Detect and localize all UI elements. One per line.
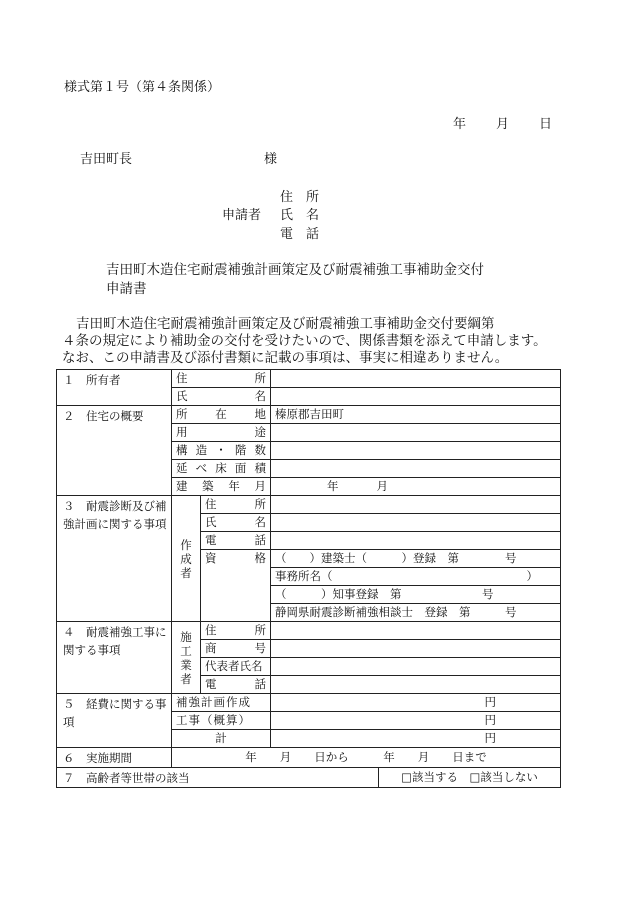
s5-total-amount[interactable]: 円	[271, 730, 561, 748]
section-1-title: １ 所有者	[57, 370, 172, 406]
s2-location-field[interactable]: 榛原郡吉田町	[271, 406, 561, 424]
s3-address-label: 住 所	[201, 496, 271, 514]
intro-line1: 吉田町木造住宅耐震補強計画策定及び耐震補強工事補助金交付要綱第	[76, 316, 495, 332]
date-month-label: 月	[496, 117, 510, 132]
document-title-line2: 申請書	[106, 281, 147, 297]
date-day-label: 日	[539, 117, 553, 132]
s3-qual-office[interactable]: 事務所名（ ）	[271, 568, 561, 586]
s2-structure-field[interactable]	[271, 442, 561, 460]
s4-phone-field[interactable]	[271, 676, 561, 694]
s3-name-label: 氏 名	[201, 514, 271, 532]
form-number: 様式第１号（第４条関係）	[64, 80, 221, 95]
s3-phone-label: 電 話	[201, 532, 271, 550]
s3-qualification-label: 資 格	[201, 550, 271, 622]
table-row	[57, 370, 561, 388]
s2-built-field[interactable]: 年 月	[271, 478, 561, 496]
s4-phone-label: 電 話	[201, 676, 271, 694]
section-6-title: ６ 実施期間	[57, 748, 172, 768]
s3-qual-architect[interactable]: （ ）建築士（ ）登録 第 号	[271, 550, 561, 568]
applicant-phone-label: 電 話	[280, 227, 320, 242]
applicant-name-label: 氏 名	[280, 208, 320, 223]
s5-plan-label: 補強計画作成	[172, 694, 271, 712]
s5-work-amount[interactable]: 円	[271, 712, 561, 730]
applicant-address-label: 住 所	[280, 190, 320, 205]
section-4-title: ４ 耐震補強工事に関する事項	[57, 622, 172, 694]
s4-representative-label: 代表者氏名	[201, 658, 271, 676]
s2-structure-label: 構 造 ・ 階 数	[172, 442, 271, 460]
s4-representative-field[interactable]	[271, 658, 561, 676]
s1-address-label: 住 所	[172, 370, 271, 388]
table-row	[57, 768, 561, 788]
s3-qual-consultant[interactable]: 静岡県耐震診断補強相談士 登録 第 号	[271, 604, 561, 622]
s1-address-field[interactable]	[271, 370, 561, 388]
s3-address-field[interactable]	[271, 496, 561, 514]
s3-vertical-label: 作成者	[172, 496, 201, 622]
s7-checkboxes[interactable]: □該当する □該当しない	[379, 768, 561, 788]
section-2-title: ２ 住宅の概要	[57, 406, 172, 496]
s4-address-field[interactable]	[271, 622, 561, 640]
s4-vertical-label: 施工業者	[172, 622, 201, 694]
honorific: 様	[264, 152, 278, 167]
document-title-line1: 吉田町木造住宅耐震補強計画策定及び耐震補強工事補助金交付	[106, 262, 484, 278]
s2-floor-area-field[interactable]	[271, 460, 561, 478]
s2-floor-area-label: 延 べ 床 面 積	[172, 460, 271, 478]
table-row	[57, 694, 561, 712]
s3-phone-field[interactable]	[271, 532, 561, 550]
section-3-title: ３ 耐震診断及び補強計画に関する事項	[57, 496, 172, 622]
intro-line2: ４条の規定により補助金の交付を受けたいので、関係書類を添えて申請します。	[62, 333, 547, 349]
intro-line3: なお、この申請書及び添付書類に記載の事項は、事実に相違ありません。	[62, 350, 509, 366]
table-row	[57, 748, 561, 768]
s3-qual-governor[interactable]: （ ）知事登録 第 号	[271, 586, 561, 604]
s5-plan-amount[interactable]: 円	[271, 694, 561, 712]
application-form-table	[56, 369, 561, 788]
s4-trade-name-field[interactable]	[271, 640, 561, 658]
applicant-label: 申請者	[222, 208, 262, 223]
section-5-title: ５ 経費に関する事項	[57, 694, 172, 748]
addressee: 吉田町長	[80, 152, 133, 167]
s5-total-label: 計	[172, 730, 271, 748]
s4-trade-name-label: 商 号	[201, 640, 271, 658]
s4-address-label: 住 所	[201, 622, 271, 640]
s1-name-field[interactable]	[271, 388, 561, 406]
date-year-label: 年	[453, 117, 467, 132]
section-7-title: ７ 高齢者等世帯の該当	[57, 768, 379, 788]
s2-built-label: 建 築 年 月	[172, 478, 271, 496]
table-row	[57, 496, 561, 514]
s2-use-label: 用 途	[172, 424, 271, 442]
s2-location-label: 所 在 地	[172, 406, 271, 424]
s2-use-field[interactable]	[271, 424, 561, 442]
table-row	[57, 406, 561, 424]
s6-period-field[interactable]: 年 月 日から 年 月 日まで	[172, 748, 561, 768]
table-row	[57, 622, 561, 640]
s1-name-label: 氏 名	[172, 388, 271, 406]
s5-work-label: 工事（概算）	[172, 712, 271, 730]
s3-name-field[interactable]	[271, 514, 561, 532]
